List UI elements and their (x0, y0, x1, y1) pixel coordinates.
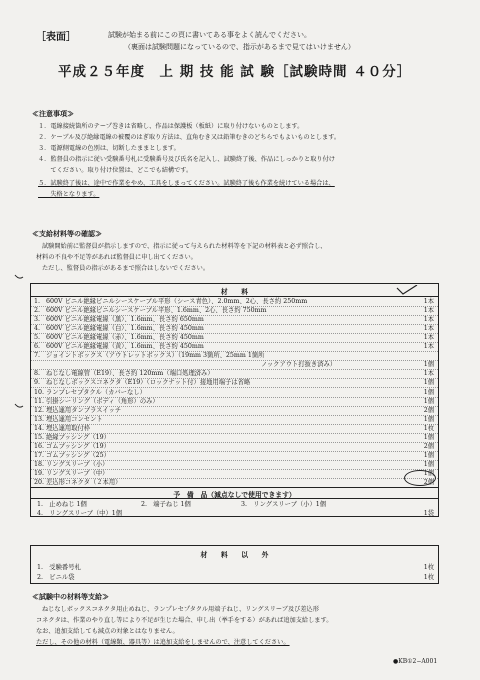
material-qty: 1本 (423, 325, 434, 333)
non-materials-table (30, 545, 439, 584)
material-no: 18. (34, 460, 45, 468)
material-no: 1. (34, 298, 41, 305)
material-qty: 1個 (423, 361, 434, 369)
spare-item: 4. リングスリーブ（中）1個 (37, 510, 123, 517)
non-material-qty: 1枚 (423, 574, 434, 581)
material-name: リングスリーブ（中） (46, 469, 109, 477)
material-qty: 1個 (423, 433, 434, 441)
material-name: 差込形コネクタ（２本用） (46, 479, 122, 486)
material-qty: 1個 (423, 460, 434, 468)
material-qty: 1本 (423, 343, 434, 351)
intro-line-2: （裏面は試験問題になっているので、指示があるまで見てはいけません） (124, 43, 355, 51)
material-name: ねじなし電線管（E19）、長さ約 120mm（端口処理済み） (46, 370, 214, 378)
material-name: 600V ビニル絶縁ビニルシースケーブル平形、1.6mm、2心、長さ約 750mm (46, 307, 267, 315)
material-qty: 1個 (423, 415, 434, 423)
note-item: 失格となります。 (38, 191, 100, 198)
spare-header: 予 備 品（減点なしで使用できます） (173, 491, 296, 499)
check-line: 材料の不良や不足等があれば監督員に申し出てください。 (36, 254, 197, 261)
non-material-item: 1. 受験番号札 (37, 564, 81, 571)
notes-heading: ≪注意事項≫ (32, 109, 74, 118)
spare-item: 3. リングスリーブ（小）1個 (241, 501, 327, 508)
material-no: 9. (34, 379, 41, 387)
check-line: ただし、監督員の指示があるまで照合はしないでください。 (42, 265, 210, 272)
circle-mark (404, 470, 436, 486)
material-qty: 1本 (423, 334, 434, 342)
material-no: 14. (34, 424, 45, 432)
material-name: 埋込連用取付枠 (46, 424, 91, 432)
material-name: 600V ビニル絶縁電線（黒）、1.6mm、長さ約 650mm (46, 316, 204, 324)
material-qty: 1個 (423, 451, 434, 459)
material-no: 7. (34, 352, 41, 360)
material-no: 3. (34, 316, 41, 324)
material-no: 16. (34, 442, 45, 450)
material-qty: 2個 (423, 479, 434, 486)
note-item: １．電線接続箇所のテープ巻きは省略し、作品は保護板（板紙）に取り付けないものとします。 (38, 123, 304, 130)
supply-heading: ≪試験中の材料等支給≫ (32, 592, 109, 601)
material-name: 絶縁ブッシング（19） (46, 433, 110, 441)
material-qty: 1個 (423, 388, 434, 396)
material-qty: 1本 (423, 298, 434, 305)
page-side-label: ［表面］ (36, 32, 76, 43)
material-name: ゴムブッシング（19） (46, 442, 110, 450)
note-item: ５．試験終了後は、途中で作業をやめ、工具をしまってください。試験終了後も作業を続けている場合は、 (38, 180, 335, 187)
material-qty: 1枚 (423, 424, 434, 432)
material-name: 600V ビニル絶縁電線（黄）、1.6mm、長さ約 450mm (46, 343, 204, 351)
material-no: 12. (34, 406, 45, 414)
material-name: ねじなしボックスコネクタ（E19）（ロックナット付）接地用端子は省略 (46, 379, 251, 387)
check-mark-icon (396, 285, 418, 295)
material-no: 4. (34, 325, 41, 333)
margin-mark (14, 403, 24, 409)
material-name: ノックアウト打抜き済み） (261, 361, 337, 369)
note-item: ３．電源側電線の色別は、切断したままとします。 (38, 145, 180, 152)
material-no: 19. (34, 469, 45, 477)
spare-item: 1. 止めねじ 1個 (37, 501, 87, 508)
material-no: 17. (34, 451, 45, 459)
material-name: 引掛シーリング（ボディ（角形）のみ） (46, 397, 159, 405)
material-name: 600V ビニル絶縁電線（白）、1.6mm、長さ約 450mm (46, 325, 204, 333)
note-item: ４．監督員の指示に従い受験番号札に受験番号及び氏名を記入し、試験終了後、作品にしっかりと取り付け (38, 156, 335, 163)
material-qty: 2個 (423, 406, 434, 414)
material-name: ジョイントボックス（アウトレットボックス）（19mm 3箇所、25mm 1箇所 (46, 352, 265, 360)
material-name: リングスリーブ（小） (46, 460, 109, 468)
material-no: 6. (34, 343, 41, 351)
material-no: 8. (34, 370, 41, 378)
non-materials-header: 材 料 以 外 (200, 551, 269, 559)
material-name: 600V ビニル絶縁ビニルシースケーブル平形（シース青色）、2.0mm、2心、長さ約 250mm (46, 298, 308, 305)
material-no: 15. (34, 433, 45, 441)
check-line: 試験開始前に監督員が指示しますので、指示に従って与えられた材料等を下記の材料表と必ず照合し、 (42, 243, 327, 250)
material-no: 20. (34, 479, 45, 486)
material-no: 10. (34, 388, 45, 396)
spare-qty: 1袋 (423, 510, 434, 517)
materials-header: 材 料 (220, 288, 249, 296)
material-name: 埋込連用タンブラスイッチ (46, 406, 122, 414)
materials-table (30, 283, 439, 517)
material-qty: 1本 (423, 370, 434, 378)
material-name: ゴムブッシング（25） (46, 451, 110, 459)
supply-line: なお、追加支給しても減点の対象とはなりません。 (36, 628, 179, 635)
supply-line: コネクタは、作業のやり直し等により不足が生じた場合、申し出（挙手をする）があれば追加支給します。 (36, 617, 333, 624)
supply-line: ねじなしボックスコネクタ用止めねじ、ランプレセプタクル用端子ねじ、リングスリーブ及び差込形 (42, 606, 319, 613)
document-code: ●KB①2−A001 (393, 658, 438, 665)
material-qty: 1個 (423, 379, 434, 387)
margin-mark (14, 274, 24, 280)
material-no: 5. (34, 334, 41, 342)
material-qty: 1本 (423, 307, 434, 315)
supply-line: ただし、その他の材料（電線類、器具等）は追加支給をしませんので、注意してください。 (36, 639, 290, 646)
material-no: 11. (34, 397, 45, 405)
material-qty: 1本 (423, 316, 434, 324)
page-title: 平成２５年度 上 期 技 能 試 験［試験時間 ４０分］ (58, 64, 412, 80)
non-material-item: 2. ビニル袋 (37, 574, 75, 581)
non-material-qty: 1枚 (423, 564, 434, 571)
material-name: 600V ビニル絶縁電線（赤）、1.6mm、長さ約 450mm (46, 334, 204, 342)
material-qty: 1個 (423, 397, 434, 405)
note-item: ２．ケーブル及び絶縁電線の被覆のはぎ取り方法は、直角むき又は鉛筆むきのどちらでもよいものとします。 (38, 134, 341, 141)
material-qty: 1個 (423, 469, 434, 477)
material-no: 2. (34, 307, 41, 315)
material-no: 13. (34, 415, 45, 423)
check-heading: ≪支給材料等の確認≫ (32, 229, 102, 238)
material-name: 埋込連用コンセント (46, 415, 103, 423)
intro-line-1: 試験が始まる前にこの頁に書いてある事をよく読んでください。 (108, 31, 311, 39)
spare-item: 2. 端子ねじ 1個 (141, 501, 191, 508)
note-item: てください。取り付け位置は、どこでも結構です。 (38, 167, 193, 174)
material-name: ランプレセプタクル（カバーなし） (46, 388, 146, 396)
material-qty: 2個 (423, 442, 434, 450)
